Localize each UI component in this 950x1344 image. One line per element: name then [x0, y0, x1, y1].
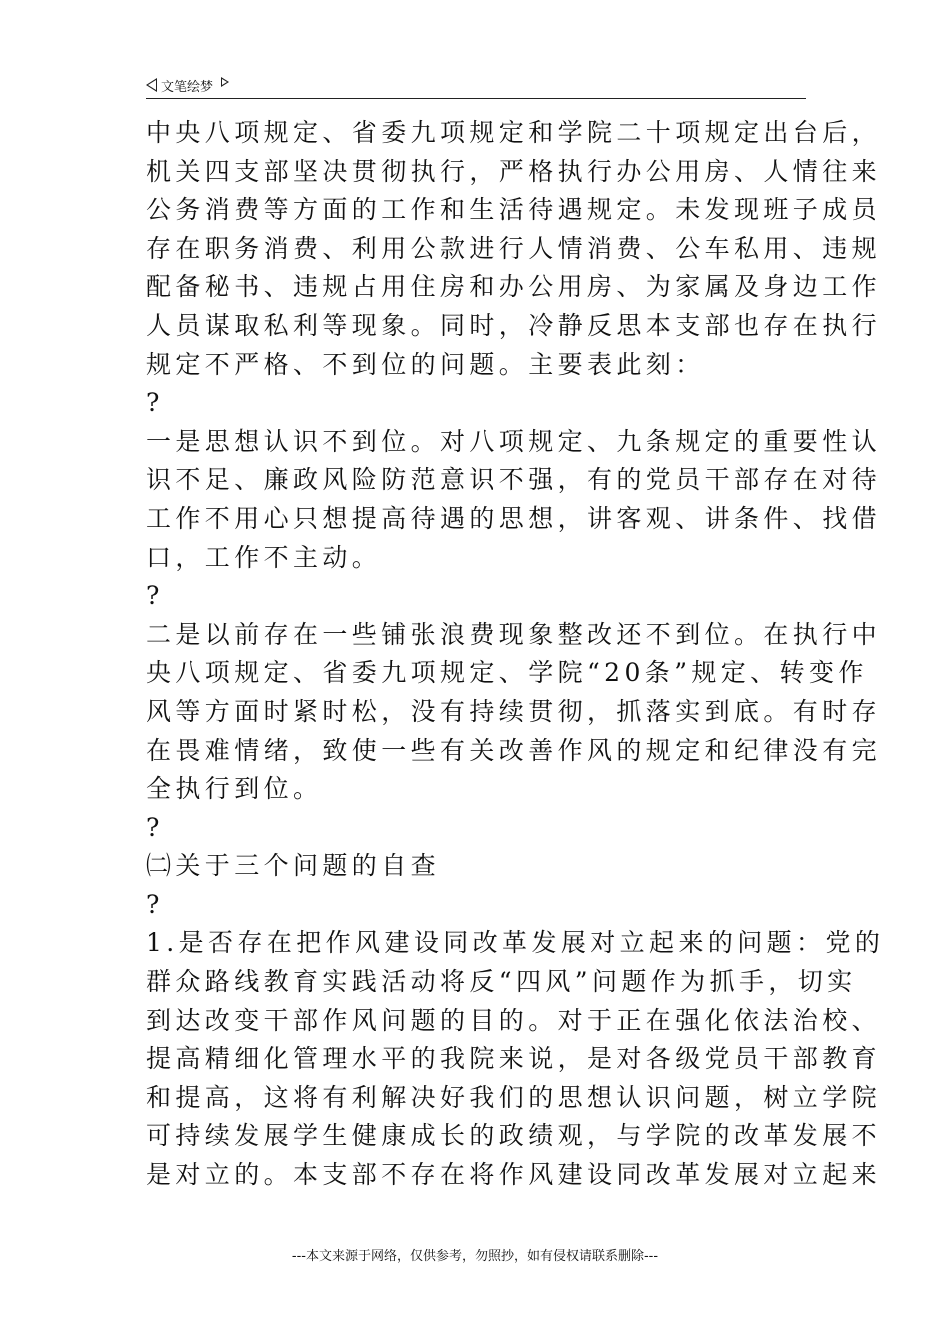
triangle-left-icon — [146, 78, 157, 92]
placeholder-mark: ? — [146, 388, 160, 418]
text-line: 提高精细化管理水平的我院来说，是对各级党员干部教育 — [146, 1044, 882, 1074]
triangle-right-icon — [221, 77, 229, 87]
text-line: 公务消费等方面的工作和生活待遇规定。未发现班子成员 — [146, 195, 882, 225]
text-line: 识不足、廉政风险防范意识不强，有的党员干部存在对待 — [146, 465, 882, 495]
text-line: 口，工作不主动。 — [146, 542, 382, 572]
text-line: 群众路线教育实践活动将反“四风”问题作为抓手，切实 — [146, 967, 857, 997]
text-line: 中央八项规定、省委九项规定和学院二十项规定出台后， — [146, 118, 882, 147]
text-line: 配备秘书、违规占用住房和办公用房、为家属及身边工作 — [146, 272, 882, 302]
header-title: 文笔绘梦 — [161, 79, 214, 95]
footer-disclaimer: ---本文来源于网络，仅供参考，勿照抄，如有侵权请联系删除--- — [291, 1249, 659, 1264]
text-line: 风等方面时紧时松，没有持续贯彻，抓落实到底。有时存 — [146, 696, 882, 726]
document-body — [146, 114, 885, 1195]
placeholder-mark: ? — [146, 812, 160, 842]
text-line: 存在职务消费、利用公款进行人情消费、公车私用、违规 — [146, 233, 882, 263]
text-line: 人员谋取私利等现象。同时，冷静反思本支部也存在执行 — [146, 310, 882, 340]
text-line: 可持续发展学生健康成长的政绩观，与学院的改革发展不 — [146, 1121, 882, 1151]
text-line: 规定不严格、不到位的问题。主要表此刻： — [146, 349, 705, 379]
text-line: 是对立的。本支部不存在将作风建设同改革发展对立起来 — [146, 1160, 882, 1190]
text-line: 到达改变干部作风问题的目的。对于正在强化依法治校、 — [146, 1005, 882, 1035]
text-line: 和提高，这将有利解决好我们的思想认识问题，树立学院 — [146, 1082, 882, 1112]
text-line: 二是以前存在一些铺张浪费现象整改还不到位。在执行中 — [146, 619, 882, 649]
placeholder-mark: ? — [146, 581, 160, 611]
text-line: ㈡关于三个问题的自查 — [146, 851, 441, 881]
placeholder-mark: ? — [146, 889, 160, 919]
text-line: 一是思想认识不到位。对八项规定、九条规定的重要性认 — [146, 426, 882, 456]
text-line: 1.是否存在把作风建设同改革发展对立起来的问题：党的 — [146, 928, 885, 958]
text-line: 在畏难情绪，致使一些有关改善作风的规定和纪律没有完 — [146, 735, 882, 765]
text-line: 全执行到位。 — [146, 774, 323, 804]
text-line: 央八项规定、省委九项规定、学院“20条”规定、转变作 — [146, 658, 868, 688]
text-line: 机关四支部坚决贯彻执行，严格执行办公用房、人情往来 — [146, 156, 882, 186]
page-header — [146, 72, 806, 99]
text-line: 工作不用心只想提高待遇的思想，讲客观、讲条件、找借 — [146, 503, 882, 533]
